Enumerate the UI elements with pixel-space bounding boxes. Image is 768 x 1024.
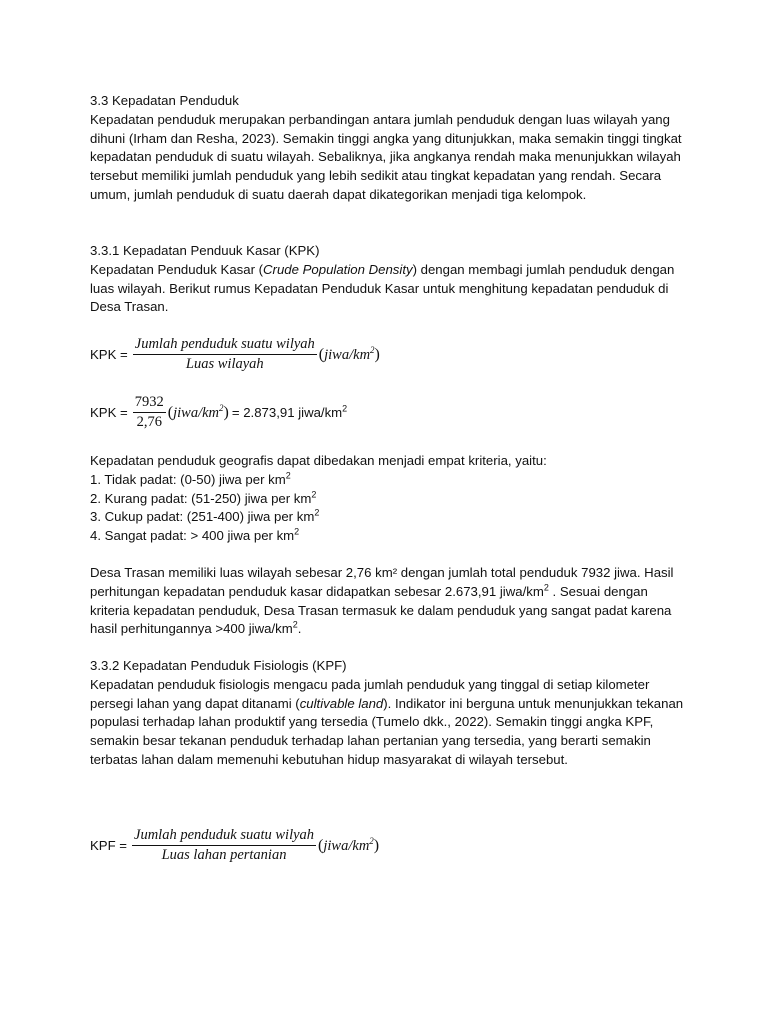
text-run: Kepadatan Penduduk Kasar ( [90,261,264,277]
paren-close: ) [374,345,380,363]
criteria-text: 2. Kurang padat: (51-250) jiwa per km [90,490,312,506]
italic-term: Crude Population Density [263,261,413,277]
fraction [133,394,166,431]
criteria-item [90,471,690,490]
section-3-3 [90,92,690,205]
criteria-item [90,527,690,546]
italic-term: cultivable land [299,695,384,711]
text-run: ) dengan membagi jumlah penduduk dengan luas wilayah. Berikut rumus Kepadatan Penduduk Kasar untuk menghitung kepadatan penduduk di Desa Trasan. [90,261,675,315]
paren-open: ( [318,836,324,854]
section-heading: 3.3.1 Kepadatan Penduuk Kasar (KPK) [90,243,320,258]
section-3-3-1 [90,242,690,317]
text-run: Kepadatan penduduk fisiologis mengacu pada jumlah penduduk yang tinggal di setiap kilometer persegi lahan yang dapat ditanami ( [90,676,650,711]
criteria-text: 1. Tidak padat: (0-50) jiwa per km [90,471,286,487]
exponent: 2 [285,470,291,481]
formula-kpk-calculation [90,394,347,431]
exponent: 2 [314,508,320,518]
unit-text: jiwa/km [173,404,220,421]
unit-exponent: 2 [370,344,375,355]
exponent: 2 [294,526,300,537]
criteria-text: 4. Sangat padat: > 400 jiwa per km [90,528,295,544]
paragraph [90,676,690,770]
formula-unit [168,404,229,422]
unit-text: jiwa/km [323,837,370,854]
fraction-numerator: Jumlah penduduk suatu wilyah [133,336,317,355]
fraction-denominator: Luas wilayah [185,356,264,372]
fraction-numerator: Jumlah penduduk suatu wilyah [132,827,316,846]
paren-close: ) [373,836,380,854]
result-text: = 2.873,91 jiwa/km [231,405,343,420]
formula-label: KPK = [90,405,128,420]
result-exponent: 2 [342,403,348,414]
fraction [133,336,317,373]
paragraph [90,261,690,317]
exponent: 2 [543,582,549,593]
text-run: Desa Trasan memiliki luas wilayah sebesar 2,76 km² dengan jumlah total penduduk 7932 jiwa. Hasil perhitungan kepadatan penduduk kasar didapatkan sebesar 2.673,91 jiwa/km [90,565,674,599]
criteria-section [90,452,690,546]
exponent: 2 [292,620,298,630]
fraction-denominator: Luas lahan pertanian [161,847,287,863]
text-run: . [297,621,302,637]
fraction-numerator: 7932 [133,394,166,413]
exponent: 2 [311,489,317,500]
section-heading: 3.3.2 Kepadatan Penduduk Fisiologis (KPF) [90,658,347,673]
criteria-text: 3. Cukup padat: (251-400) jiwa per km [90,509,315,525]
formula-unit [318,837,379,855]
paren-open: ( [167,403,174,421]
criteria-item [90,490,690,509]
criteria-intro: Kepadatan penduduk geografis dapat dibedakan menjadi empat kriteria, yaitu: [90,453,547,468]
unit-exponent: 2 [369,835,374,846]
formula-kpk [90,336,380,373]
text-run: . Sesuai dengan kriteria kepadatan penduduk, Desa Trasan termasuk ke dalam penduduk yang sangat padat karena hasil perhitungannya >400 jiwa/km [90,583,672,637]
paragraph [90,564,690,639]
formula-result [232,405,347,420]
section-3-3-2 [90,657,690,770]
text-run: ). Indikator ini berguna untuk menunjukkan tekanan populasi terhadap lahan produktif yang tersedia (Tumelo dkk., 2022). Semakin tinggi angka KPF, semakin besar tekanan penduduk terhadap lahan pertanian yang tersedia, yang berarti semakin terbatas lahan dalam memenuhi kebutuhan hidup masyarakat di wilayah tersebut. [90,695,684,767]
paren-open: ( [318,345,325,363]
unit-text: jiwa/km [324,346,371,363]
formula-label: KPK = [90,347,128,362]
formula-kpf [90,827,379,864]
summary-section [90,564,690,639]
criteria-item [90,508,690,527]
unit-exponent: 2 [219,402,224,413]
fraction [132,827,316,864]
paragraph: Kepadatan penduduk merupakan perbandingan antara jumlah penduduk dengan luas wilayah yang dihuni (Irham dan Resha, 2023). Semakin tinggi angka yang ditunjukkan, maka semakin tinggi tingkat kepadatan penduduk di suatu wilayah. Sebaliknya, jika angkanya rendah maka menunjukkan wilayah tersebut memiliki jumlah penduduk yang lebih sedikit atau tingkat kepadatan yang rendah. Secara umum, jumlah penduduk di suatu daerah dapat dikategorikan menjadi tiga kelompok. [90,111,682,202]
formula-label: KPF = [90,838,128,853]
paren-close: ) [223,403,229,421]
section-heading: 3.3 Kepadatan Penduduk [90,93,239,108]
fraction-denominator: 2,76 [136,414,162,430]
formula-unit [319,346,380,364]
